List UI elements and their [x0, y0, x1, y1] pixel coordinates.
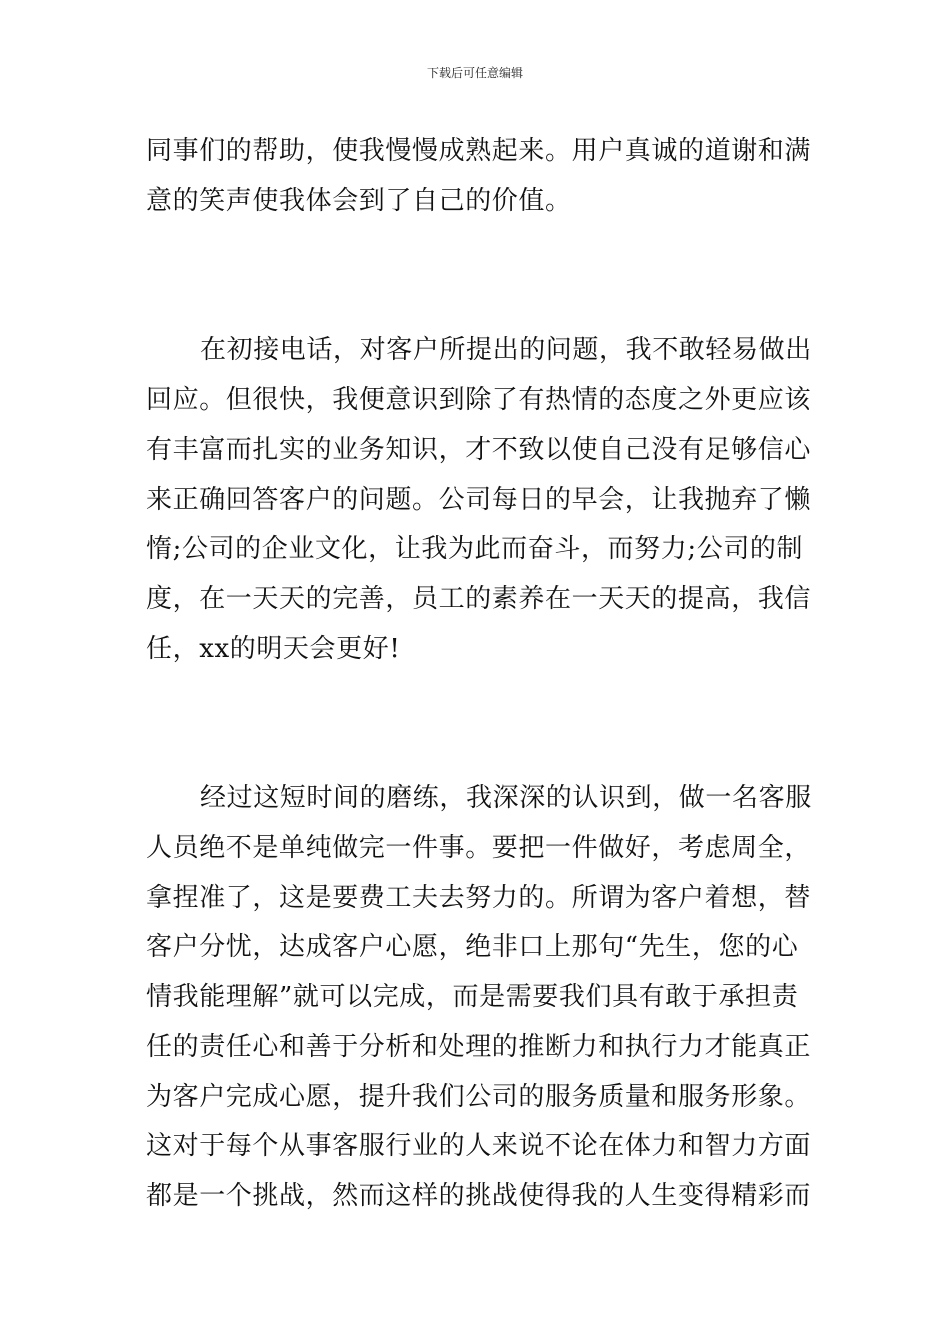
text-line: 来正确回答客户的问题。公司每日的早会，让我抛弃了懒: [146, 484, 812, 515]
text-line: 这对于每个从事客服行业的人来说不论在体力和智力方面: [146, 1131, 812, 1162]
paragraph-3: [146, 774, 812, 1221]
text-line: 人员绝不是单纯做完一件事。要把一件做好，考虑周全，: [146, 833, 812, 864]
paragraph-spacer: [146, 226, 808, 326]
text-line: 有丰富而扎实的业务知识，才不致以使自己没有足够信心: [146, 434, 812, 465]
document-body: [146, 127, 812, 1222]
paragraph-2: [146, 326, 812, 674]
text-line: 同事们的帮助，使我慢慢成熟起来。用户真诚的道谢和满: [146, 136, 812, 166]
text-line: 拿捏准了，这是要费工夫去努力的。所谓为客户着想，替: [146, 882, 812, 913]
text-line: 在初接电话，对客户所提出的问题，我不敢轻易做出: [200, 335, 812, 366]
page-header: 下载后可任意编辑: [426, 66, 523, 80]
paragraph-spacer: [146, 674, 808, 774]
text-line: 任，xx的明天会更好!: [146, 633, 401, 664]
text-line: 都是一个挑战，然而这样的挑战使得我的人生变得精彩而: [146, 1180, 812, 1211]
text-line: 意的笑声使我体会到了自己的价值。: [146, 185, 572, 216]
text-line: 为客户完成心愿，提升我们公司的服务质量和服务形象。: [146, 1081, 812, 1112]
text-line: 客户分忧，达成客户心愿，绝非口上那句“先生，您的心: [146, 932, 799, 963]
text-line: 经过这短时间的磨练，我深深的认识到，做一名客服: [200, 783, 812, 814]
text-line: 任的责任心和善于分析和处理的推断力和执行力才能真正: [146, 1031, 812, 1062]
text-line: 回应。但很快，我便意识到除了有热情的态度之外更应该: [146, 385, 812, 416]
text-line: 情我能理解”就可以完成，而是需要我们具有敢于承担责: [146, 982, 799, 1013]
paragraph-1: [146, 127, 812, 226]
text-line: 度，在一天天的完善，员工的素养在一天天的提高，我信: [146, 583, 812, 614]
text-line: 惰;公司的企业文化，让我为此而奋斗，而努力;公司的制: [146, 534, 804, 565]
